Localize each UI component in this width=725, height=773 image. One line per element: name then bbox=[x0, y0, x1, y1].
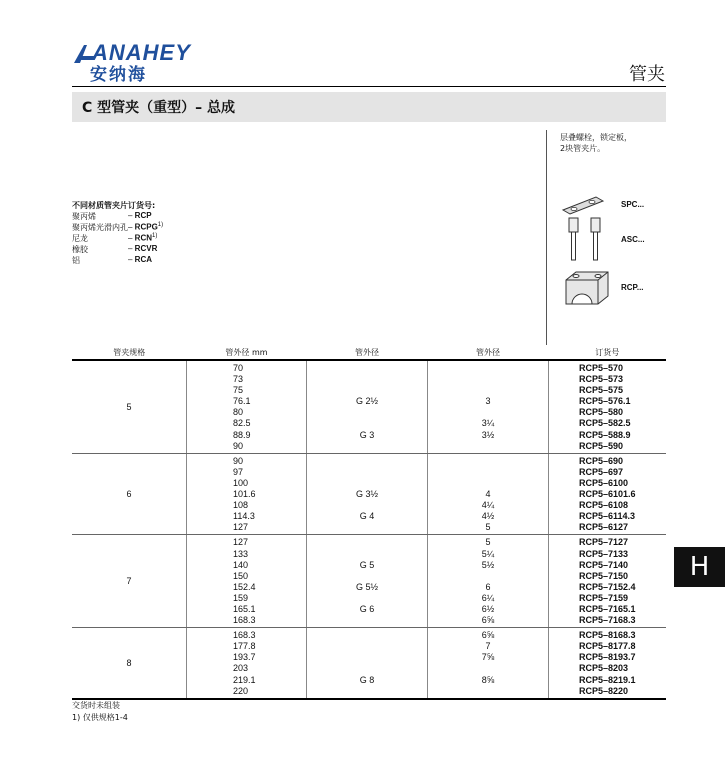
material-sup: 1) bbox=[152, 233, 158, 239]
od-mm-value: 108 bbox=[233, 500, 249, 511]
od-mm-value: 219.1 bbox=[233, 674, 256, 685]
order-value: RCP5–582.5 bbox=[579, 418, 631, 429]
col-header-od-g: 管外径 bbox=[307, 345, 428, 360]
od-in-value bbox=[428, 571, 548, 582]
section-tab: H bbox=[674, 547, 725, 587]
od-mm-cell bbox=[187, 360, 307, 453]
header-rule bbox=[72, 86, 666, 87]
order-value: RCP5–7133 bbox=[579, 548, 629, 559]
materials-title: 不同材质管夹片订货号: bbox=[72, 201, 156, 210]
od-in-value bbox=[428, 374, 548, 385]
od-in-value bbox=[428, 363, 548, 374]
od-g-value bbox=[307, 571, 427, 582]
od-g-value: G 6 bbox=[359, 603, 375, 614]
order-value: RCP5–573 bbox=[579, 374, 624, 385]
od-in-value: 6⅝ bbox=[481, 615, 495, 626]
order-value: RCP5–8203 bbox=[579, 663, 629, 674]
material-name: 铝 bbox=[72, 256, 80, 265]
od-g-value bbox=[307, 363, 427, 374]
table-body bbox=[72, 360, 666, 699]
material-name: 橡胶 bbox=[72, 245, 88, 254]
od-mm-value: 168.3 bbox=[233, 630, 256, 641]
od-mm-value: 140 bbox=[233, 559, 249, 570]
od-in-value: 7⅝ bbox=[481, 652, 495, 663]
order-value: RCP5–8193.7 bbox=[579, 652, 636, 663]
side-note-line: 2块管夹片。 bbox=[560, 144, 606, 153]
col-header-size: 管夹规格 bbox=[72, 345, 187, 360]
od-in-value: 3½ bbox=[481, 429, 495, 440]
od-in-value: 3 bbox=[485, 396, 491, 407]
od-mm-value: 73 bbox=[233, 374, 244, 385]
od-g-value bbox=[307, 537, 427, 548]
size-value: 6 bbox=[126, 489, 132, 500]
size-value: 5 bbox=[126, 401, 132, 412]
order-value: RCP5–570 bbox=[579, 363, 624, 373]
od-mm-value: 76.1 bbox=[233, 396, 251, 407]
size-cell bbox=[72, 453, 187, 535]
table-row bbox=[72, 535, 666, 628]
od-g-cell bbox=[307, 453, 428, 535]
od-g-value bbox=[307, 686, 427, 697]
order-value: RCP5–575 bbox=[579, 385, 624, 396]
order-value: RCP5–7127 bbox=[579, 537, 629, 548]
od-in-value: 6 bbox=[485, 581, 491, 592]
od-g-value bbox=[307, 593, 427, 604]
od-g-cell bbox=[307, 360, 428, 453]
page-category: 管夹 bbox=[629, 64, 665, 85]
od-g-value bbox=[307, 418, 427, 429]
order-value: RCP5–7152.4 bbox=[579, 581, 636, 592]
od-g-cell bbox=[307, 628, 428, 699]
od-mm-value: 100 bbox=[233, 477, 249, 488]
material-name: 尼龙 bbox=[72, 234, 88, 243]
material-code: RCVR bbox=[134, 244, 158, 253]
od-mm-cell bbox=[187, 628, 307, 699]
od-g-value bbox=[307, 441, 427, 452]
od-mm-value: 133 bbox=[233, 548, 249, 559]
od-in-value bbox=[428, 686, 548, 697]
stacking-bolt-icon bbox=[566, 216, 606, 262]
order-value: RCP5–8177.8 bbox=[579, 641, 636, 652]
od-mm-value: 70 bbox=[233, 363, 244, 373]
od-mm-value: 127 bbox=[233, 537, 249, 548]
material-item: 橡胶 – RCVR bbox=[72, 244, 158, 254]
od-in-value bbox=[428, 407, 548, 418]
od-in-value bbox=[428, 478, 548, 489]
od-in-value: 5 bbox=[485, 522, 491, 533]
side-divider bbox=[546, 130, 547, 345]
od-in-cell bbox=[428, 628, 549, 699]
order-value: RCP5–7140 bbox=[579, 559, 629, 570]
od-g-value bbox=[307, 663, 427, 674]
od-mm-value: 90 bbox=[233, 440, 244, 451]
od-g-value bbox=[307, 641, 427, 652]
od-in-value: 7 bbox=[485, 641, 491, 652]
od-g-value: G 3 bbox=[359, 429, 375, 440]
od-g-value bbox=[307, 478, 427, 489]
od-g-value bbox=[307, 385, 427, 396]
order-value: RCP5–690 bbox=[579, 455, 624, 466]
material-name: 聚丙烯 bbox=[72, 212, 96, 221]
od-mm-value: 90 bbox=[233, 455, 244, 466]
size-cell bbox=[72, 628, 187, 699]
material-name: 聚丙烯光滑内孔 bbox=[72, 223, 128, 232]
table-row bbox=[72, 360, 666, 453]
brand-name-en: ANAHEY bbox=[92, 40, 191, 65]
material-code: RCP bbox=[134, 211, 152, 220]
od-g-value bbox=[307, 407, 427, 418]
material-item: 铝 – RCA bbox=[72, 255, 153, 265]
material-item: 聚丙烯 – RCP bbox=[72, 211, 152, 221]
order-cell bbox=[549, 535, 667, 628]
od-g-value: G 3½ bbox=[355, 489, 378, 500]
order-cell bbox=[549, 628, 667, 699]
od-mm-value: 203 bbox=[233, 663, 249, 674]
od-mm-value: 177.8 bbox=[233, 641, 256, 652]
od-mm-value: 80 bbox=[233, 407, 244, 418]
brand-name-cn: 安纳海 bbox=[90, 65, 147, 85]
od-mm-value: 75 bbox=[233, 385, 244, 396]
od-g-value bbox=[307, 630, 427, 641]
col-header-order: 订货号 bbox=[549, 345, 667, 360]
od-in-value: 6¼ bbox=[481, 592, 495, 603]
material-code: RCN bbox=[134, 233, 153, 243]
table-header-row bbox=[72, 345, 666, 360]
part-label-spc: SPC... bbox=[621, 200, 645, 209]
od-mm-cell bbox=[187, 535, 307, 628]
od-mm-value: 152.4 bbox=[233, 581, 256, 592]
od-in-value: 5 bbox=[485, 537, 491, 548]
order-value: RCP5–588.9 bbox=[579, 429, 631, 440]
od-in-value bbox=[428, 663, 548, 674]
od-mm-value: 88.9 bbox=[233, 429, 251, 440]
order-value: RCP5–7168.3 bbox=[579, 615, 636, 626]
od-in-value bbox=[428, 441, 548, 452]
od-mm-value: 220 bbox=[233, 685, 249, 696]
od-in-cell bbox=[428, 360, 549, 453]
od-in-value bbox=[428, 385, 548, 396]
od-mm-value: 101.6 bbox=[233, 489, 256, 500]
order-value: RCP5–8168.3 bbox=[579, 630, 636, 641]
order-value: RCP5–8219.1 bbox=[579, 674, 636, 685]
od-in-value: 4½ bbox=[481, 511, 495, 522]
order-value: RCP5–576.1 bbox=[579, 396, 631, 407]
od-mm-value: 82.5 bbox=[233, 418, 251, 429]
side-note-line: 层叠螺栓，锁定板， bbox=[560, 133, 632, 142]
order-table bbox=[72, 345, 666, 700]
size-value: 8 bbox=[126, 657, 132, 668]
od-in-value: 5½ bbox=[481, 559, 495, 570]
order-cell bbox=[549, 360, 667, 453]
order-value: RCP5–7165.1 bbox=[579, 603, 636, 614]
material-code: RCPG bbox=[134, 222, 158, 232]
od-g-value bbox=[307, 652, 427, 663]
od-g-value: G 5 bbox=[359, 559, 375, 570]
od-g-cell bbox=[307, 535, 428, 628]
part-label-asc: ASC... bbox=[621, 235, 645, 244]
od-in-value: 8⅝ bbox=[481, 674, 495, 685]
size-cell bbox=[72, 535, 187, 628]
od-g-value: G 5½ bbox=[355, 581, 378, 592]
od-in-cell bbox=[428, 453, 549, 535]
od-in-value: 4¼ bbox=[481, 500, 495, 511]
od-mm-value: 159 bbox=[233, 592, 249, 603]
material-sup: 1) bbox=[157, 222, 164, 228]
order-value: RCP5–590 bbox=[579, 440, 624, 451]
od-g-value bbox=[307, 456, 427, 467]
material-item: 尼龙 – RCN$^{1)}$ bbox=[72, 233, 158, 243]
od-mm-value: 168.3 bbox=[233, 615, 256, 626]
od-g-value bbox=[307, 500, 427, 511]
od-g-value bbox=[307, 549, 427, 560]
order-value: RCP5–697 bbox=[579, 466, 624, 477]
od-g-value bbox=[307, 374, 427, 385]
size-value: 7 bbox=[126, 576, 132, 587]
od-in-value bbox=[428, 456, 548, 467]
od-mm-value: 114.3 bbox=[233, 511, 255, 522]
material-code: RCA bbox=[134, 255, 153, 264]
od-mm-value: 97 bbox=[233, 466, 244, 477]
order-cell bbox=[549, 453, 667, 535]
order-value: RCP5–6108 bbox=[579, 500, 629, 511]
od-in-value bbox=[428, 467, 548, 478]
order-value: RCP5–6101.6 bbox=[579, 489, 636, 500]
od-in-value: 4 bbox=[485, 489, 491, 500]
locking-plate-icon bbox=[560, 192, 606, 218]
od-in-cell bbox=[428, 535, 549, 628]
order-value: RCP5–7159 bbox=[579, 592, 629, 603]
side-note bbox=[560, 132, 632, 154]
od-in-value: 6½ bbox=[481, 603, 495, 614]
col-header-od-in: 管外径 bbox=[428, 345, 549, 360]
material-item: 聚丙烯光滑内孔 – RCPG$^{1)}$ bbox=[72, 222, 164, 232]
od-in-value: 5¼ bbox=[481, 548, 495, 559]
table-row bbox=[72, 453, 666, 535]
od-g-value bbox=[307, 615, 427, 626]
order-value: RCP5–8220 bbox=[579, 685, 629, 696]
od-g-value bbox=[307, 467, 427, 478]
order-value: RCP5–6127 bbox=[579, 522, 629, 533]
size-cell bbox=[72, 360, 187, 453]
part-label-rcp: RCP... bbox=[621, 283, 644, 292]
od-mm-value: 127 bbox=[233, 522, 249, 533]
od-in-value: 6⅝ bbox=[481, 630, 495, 641]
order-value: RCP5–6100 bbox=[579, 477, 629, 488]
table-row bbox=[72, 628, 666, 699]
order-value: RCP5–6114.3 bbox=[579, 511, 636, 522]
od-in-value: 3¼ bbox=[481, 418, 495, 429]
page-title: C 型管夹（重型）– 总成 bbox=[82, 100, 236, 116]
footnote: 1) 仅供规格1-4 bbox=[72, 713, 128, 722]
order-value: RCP5–580 bbox=[579, 407, 624, 418]
od-g-value: G 2½ bbox=[355, 396, 378, 407]
footnote: 交货时未组装 bbox=[72, 701, 120, 710]
clamp-half-icon bbox=[562, 266, 612, 308]
od-mm-value: 165.1 bbox=[233, 603, 256, 614]
col-header-od-mm: 管外径 mm bbox=[187, 345, 307, 360]
od-g-value: G 8 bbox=[359, 674, 375, 685]
od-mm-value: 150 bbox=[233, 570, 249, 581]
order-value: RCP5–7150 bbox=[579, 570, 629, 581]
od-mm-cell bbox=[187, 453, 307, 535]
od-mm-value: 193.7 bbox=[233, 652, 256, 663]
od-g-value bbox=[307, 522, 427, 533]
od-g-value: G 4 bbox=[359, 511, 375, 522]
